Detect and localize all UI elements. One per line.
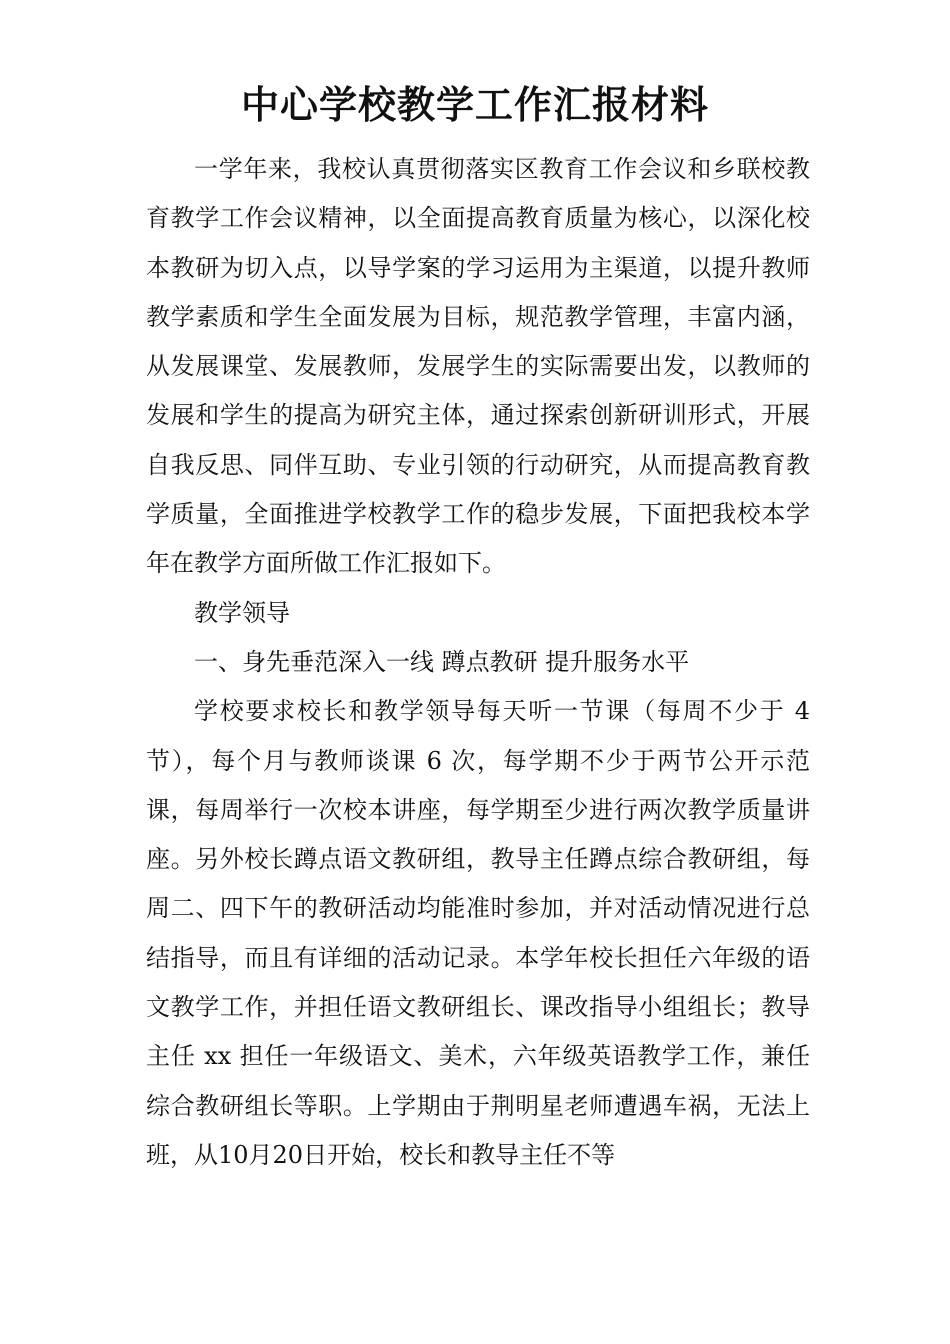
document-body xyxy=(146,145,810,1180)
paragraph-leadership: 学校要求校长和教学领导每天听一节课（每周不少于 4 节），每个月与教师谈课 6 次，每学期不少于两节公开示范课，每周举行一次校本讲座，每学期至少进行两次教学质量讲座。另外校长蹲点语文教研组，教导主任蹲点综合教研组，每周二、四下午的教研活动均能准时参加，并对活动情况进行总结指导，而且有详细的活动记录。本学年校长担任六年级的语文教学工作，并担任语文教研组长、课改指导小组组长；教导主任 xx 担任一年级语文、美术，六年级英语教学工作，兼任综合教研组长等职。上学期由于荆明星老师遭遇车祸，无法上班，从10月20日开始，校长和教导主任不等 xyxy=(146,697,810,1169)
subsection-heading: 一、身先垂范深入一线 蹲点教研 提升服务水平 xyxy=(194,647,690,676)
paragraph-intro: 一学年来，我校认真贯彻落实区教育工作会议和乡联校教育教学工作会议精神，以全面提高教育质量为核心，以深化校本教研为切入点，以导学案的学习运用为主渠道，以提升教师教学素质和学生全面发展为目标，规范教学管理，丰富内涵，从发展课堂、发展教师，发展学生的实际需要出发，以教师的发展和学生的提高为研究主体，通过探索创新研训形式，开展自我反思、同伴互助、专业引领的行动研究，从而提高教育教学质量，全面推进学校教学工作的稳步发展，下面把我校本学年在教学方面所做工作汇报如下。 xyxy=(146,155,810,578)
document-title: 中心学校教学工作汇报材料 xyxy=(240,82,709,127)
section-heading: 教学领导 xyxy=(194,598,290,627)
